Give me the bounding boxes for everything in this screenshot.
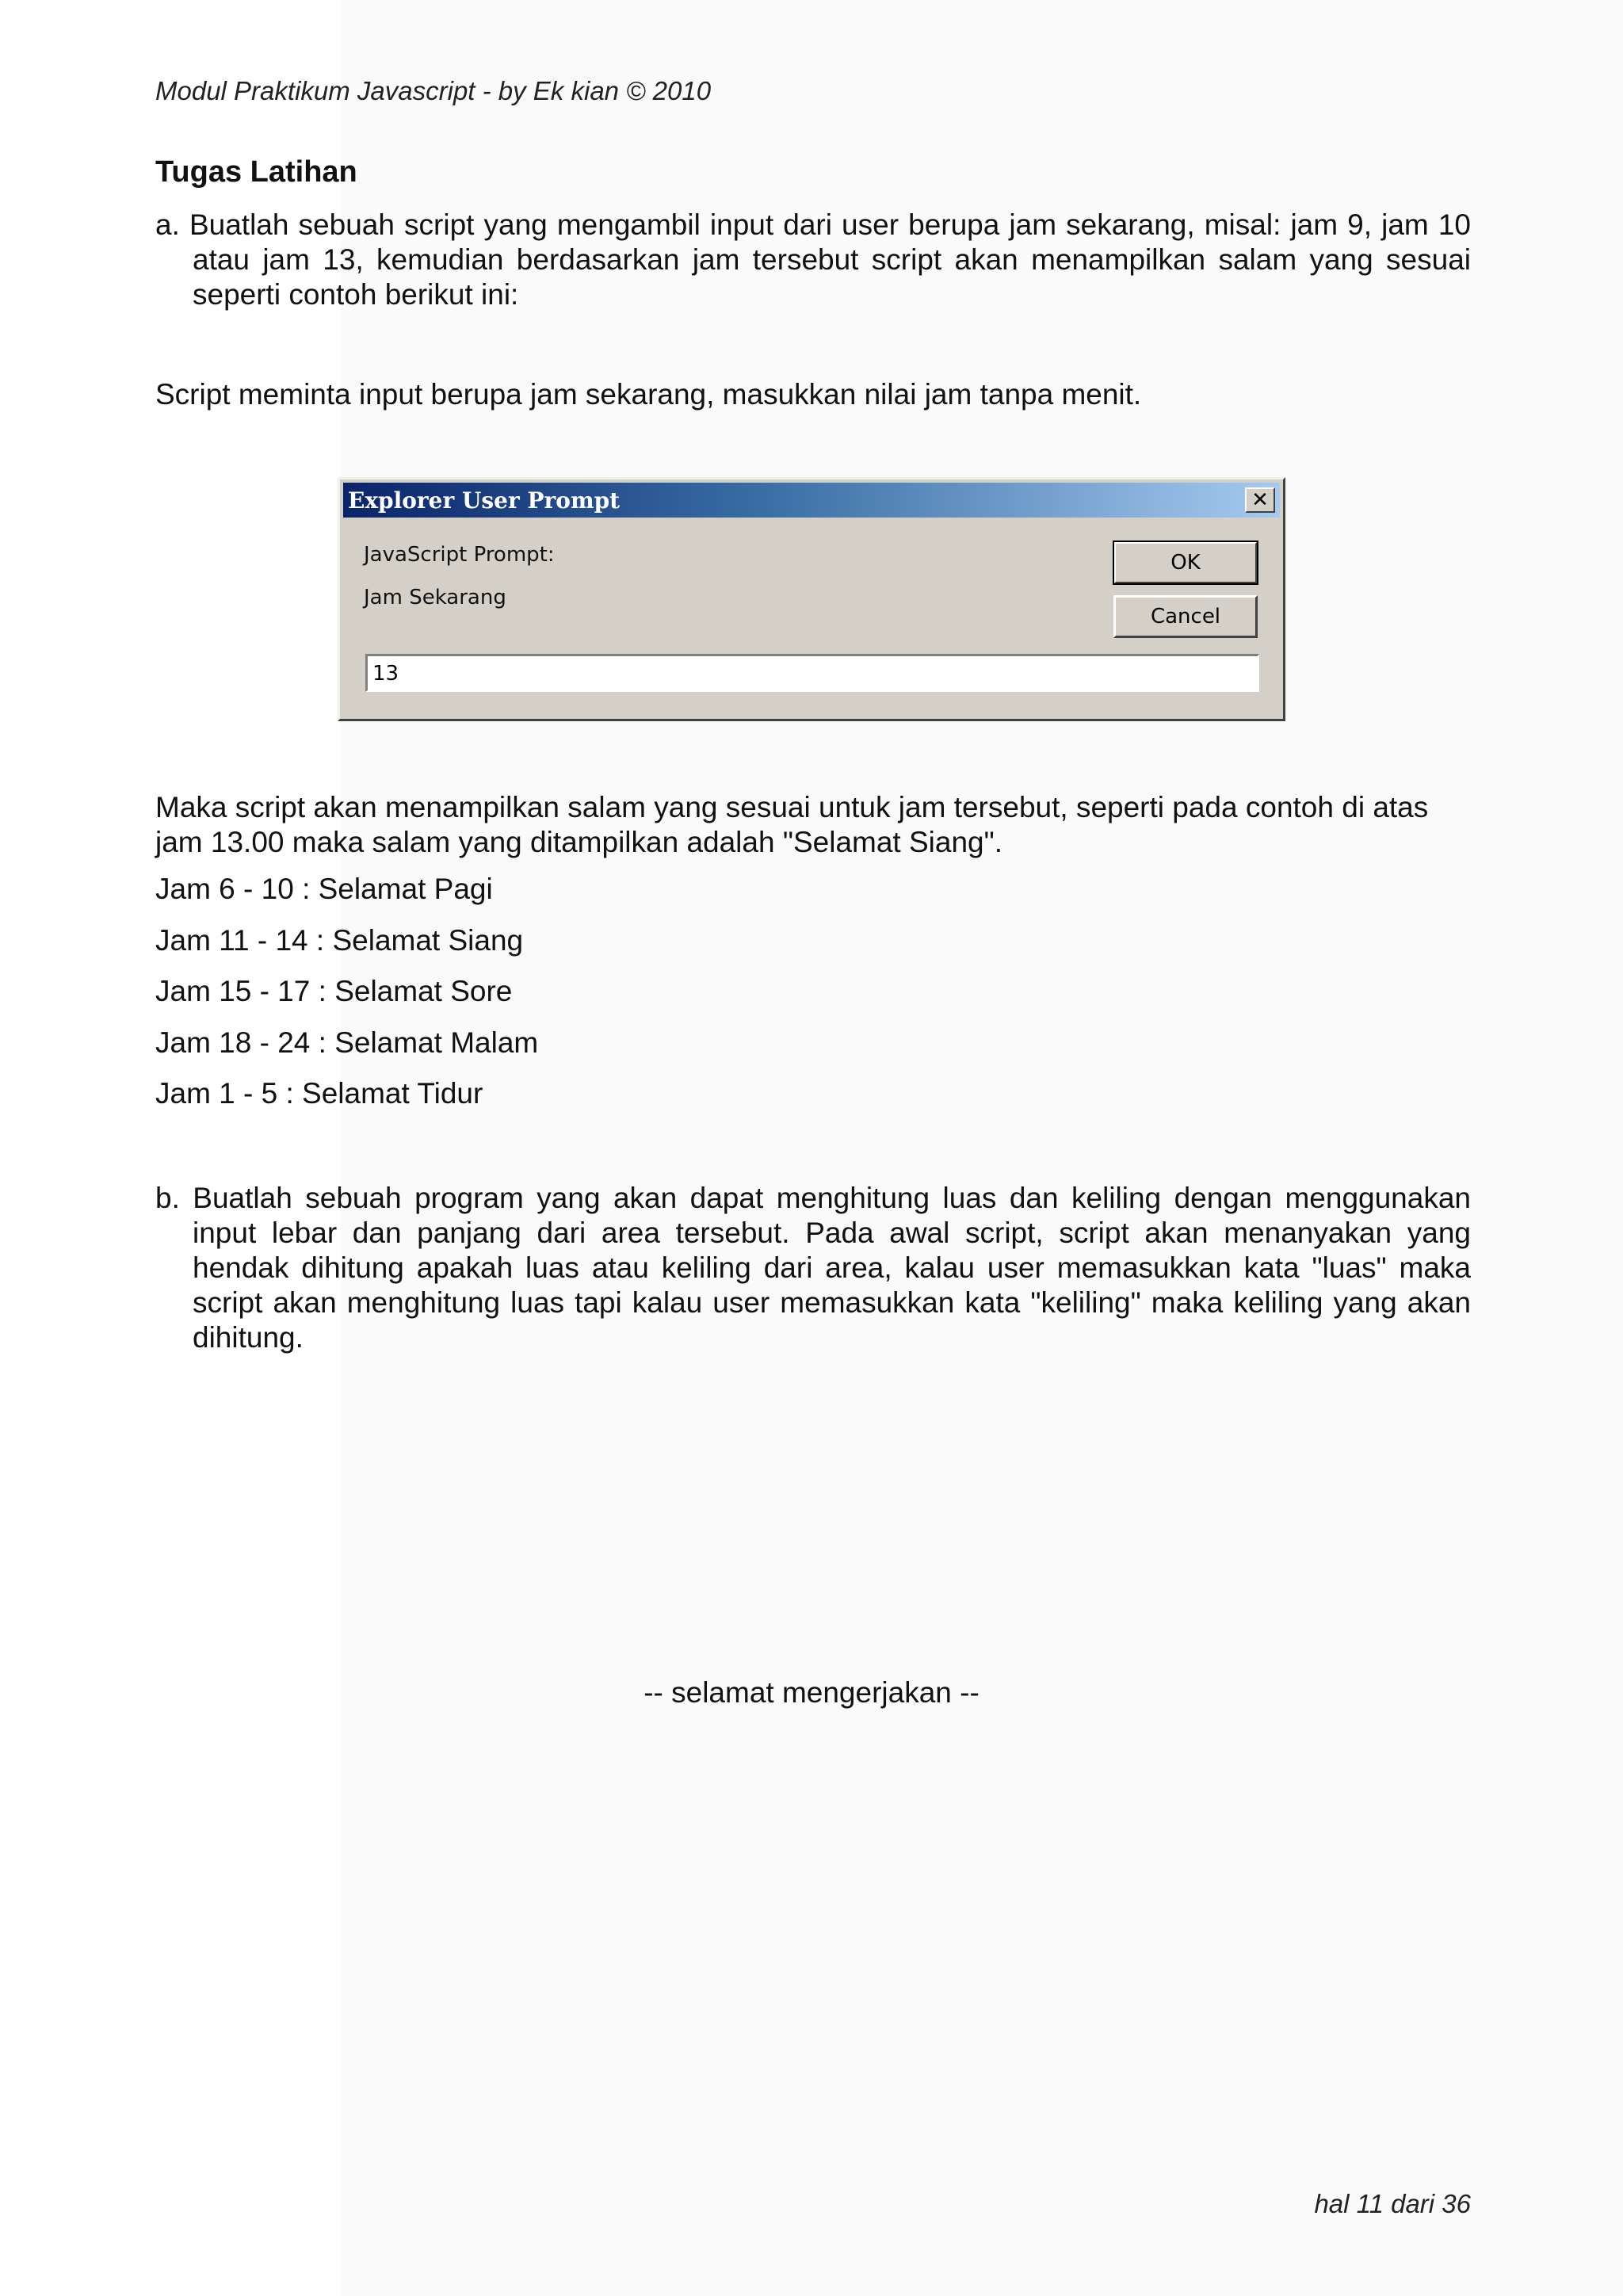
list-item: Jam 18 - 24 : Selamat Malam (155, 1026, 539, 1059)
cancel-button[interactable]: Cancel (1113, 595, 1258, 638)
page-header: Modul Praktikum Javascript - by Ek kian © 2010 (155, 76, 712, 105)
list-item: Jam 6 - 10 : Selamat Pagi (155, 873, 493, 905)
page-number: hal 11 dari 36 (1314, 2189, 1471, 2218)
page-background (341, 0, 1623, 2296)
list-item: Jam 15 - 17 : Selamat Sore (155, 975, 513, 1007)
prompt-message: Jam Sekarang (364, 586, 506, 609)
dialog-titlebar[interactable] (343, 483, 1280, 518)
closing-text: -- selamat mengerjakan -- (643, 1676, 980, 1709)
task-a-paragraph: a. Buatlah sebuah script yang mengambil input dari user berupa jam sekarang, misal: jam 9, jam 10 atau jam 13, kemudian berdasarkan jam tersebut script akan menampilkan salam yang sesuai seperti contoh berikut ini: (155, 208, 1471, 311)
prompt-label: JavaScript Prompt: (364, 543, 555, 567)
list-item: Jam 1 - 5 : Selamat Tidur (155, 1077, 483, 1110)
intro-paragraph: Script meminta input berupa jam sekarang, masukkan nilai jam tanpa menit. (155, 378, 1142, 411)
greeting-rules-list (155, 872, 538, 1128)
section-heading: Tugas Latihan (155, 155, 357, 189)
task-b-paragraph: b. Buatlah sebuah program yang akan dapat menghitung luas dan keliling dengan menggunakan input lebar dan panjang dari area tersebut. Pada awal script, script akan menanyakan yang hendak dihitung apakah luas atau keliling dari area, kalau user memasukkan kata "luas" maka script akan menghitung luas tapi kalau user memasukkan kata "keliling" maka keliling yang akan dihitung. (155, 1182, 1471, 1354)
list-item: Jam 11 - 14 : Selamat Siang (155, 923, 524, 957)
explorer-prompt-dialog (338, 477, 1285, 721)
close-icon[interactable]: ✕ (1245, 487, 1275, 513)
prompt-input[interactable] (365, 654, 1259, 692)
description-paragraph: Maka script akan menampilkan salam yang sesuai untuk jam tersebut, seperti pada contoh di atas jam 13.00 maka salam yang ditampilkan adalah "Selamat Siang". (155, 791, 1429, 858)
ok-button[interactable]: OK (1113, 541, 1258, 584)
dialog-title: Explorer User Prompt (348, 487, 621, 514)
